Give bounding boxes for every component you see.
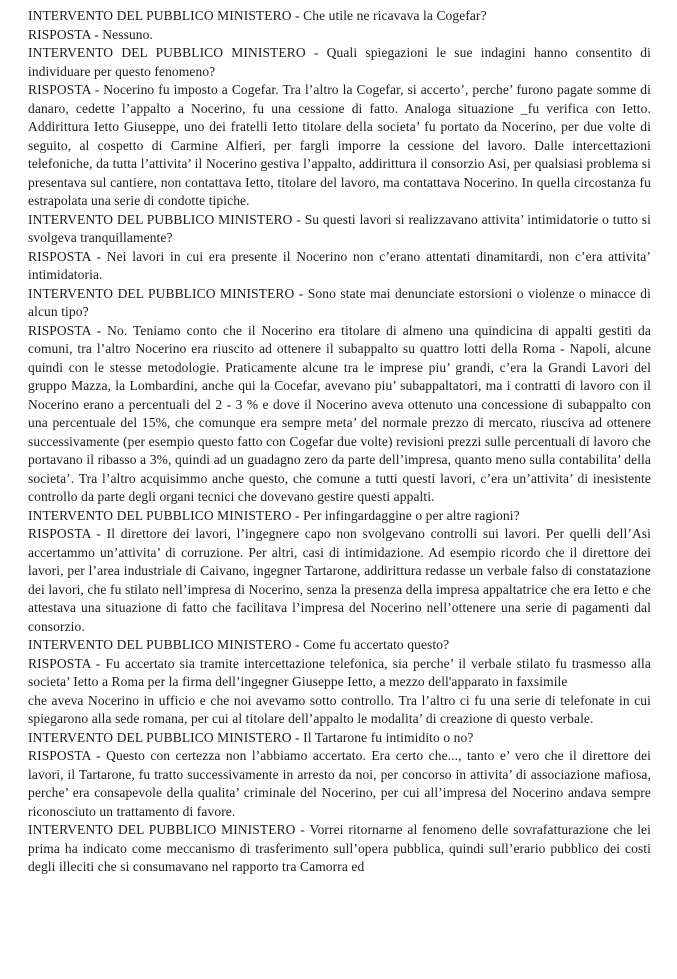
witness-answer: RISPOSTA - Nocerino fu imposto a Cogefar. Tra l’altro la Cogefar, si accerto’, perche’ furono pagate somme di danaro, cedette l’appalto a Nocerino, fu una cessione di fatto. Analoga situazione _fu verifica con Ietto. Addirittura Ietto Giuseppe, uno dei fratelli Ietto titolare della societa’ fu portato da Nocerino, per due volte di seguito, al cospetto di Carmine Alfieri, per fargli imporre la cessione del lavoro. Dalle intercettazioni telefoniche, da tutta l’attivita’ il Nocerino gestiva l’appalto, addirittura il consorzio Asi, per qualsiasi problema si presentava sul cantiere, non contattava Ietto, titolare del lavoro, ma contattava Nocerino. In quella circostanza fu estrapolata una serie di condotte tipiche. [28, 82, 651, 208]
transcript-body [28, 7, 651, 877]
witness-answer: RISPOSTA - No. Teniamo conto che il Nocerino era titolare di almeno una quindicina di appalti gestiti da comuni, tra l’altro Nocerino era riuscito ad ottenere il subappalto su quattro lotti della Roma - Napoli, alcune quindi con le stesse metodologie. Praticamente alcune tra le imprese piu’ grandi, c’era la Grandi Lavori del gruppo Mazza, la Lombardini, anche qui la Cocefar, avevano piu’ subappaltatori, ma i contratti di lavoro con il Nocerino erano a percentuali del 2 - 3 % e dove il Nocerino aveva ottenuto una concessione di subappalto con una percentuale del 15%, che comunque era sempre meta’ del normale prezzo di mercato, riusciva ad ottenere successivamente (per esempio questo fatto con Cogefar due volte) revisioni prezzi sulle percentuali di lavoro che portavano il ribasso a 3%, quindi ad un guadagno zero da parte dell’impresa, quanto meno sulla contabilita’ della societa’. Tra l’altro acquisimmo anche questo, che comune a tutti questi lavori, c’era un’attivita’ di inesistente controllo da parte degli organi tecnici che dovevano gestire questi appalti. [28, 322, 651, 504]
witness-answer-continuation: che aveva Nocerino in ufficio e che noi avevamo sotto controllo. Tra l’altro ci fu una serie di telefonate in cui spiegarono alla sede romana, per cui al titolare dell’appalto le modalita’ di creazione di questo verbale. [28, 692, 651, 726]
prosecutor-question: INTERVENTO DEL PUBBLICO MINISTERO - Il Tartarone fu intimidito o no? [28, 729, 474, 745]
prosecutor-question: INTERVENTO DEL PUBBLICO MINISTERO - Su questi lavori si realizzavano attivita’ intimidatorie o tutto si svolgeva tranquillamente? [28, 211, 651, 245]
witness-answer: RISPOSTA - Fu accertato sia tramite intercettazione telefonica, sia perche’ il verbale stilato fu trasmesso alla societa’ Ietto a Roma per la firma dell’ingegner Giuseppe Ietto, a mezzo dell'apparato in faxsimile [28, 655, 651, 689]
witness-answer: RISPOSTA - Questo con certezza non l’abbiamo accertato. Era certo che..., tanto e’ vero che il direttore dei lavori, il Tartarone, fu tratto successivamente in arresto da noi, per concorso in attivita’ di associazione mafiosa, perche’ era consapevole della qualita’ criminale del Nocerino, per cui all’impresa del Nocerino andava sempre riconosciuto un trattamento di favore. [28, 748, 651, 819]
prosecutor-question: INTERVENTO DEL PUBBLICO MINISTERO - Vorrei ritornarne al fenomeno delle sovrafatturazione che lei prima ha indicato come meccanismo di trasferimento sull’opera pubblica, quindi sull’erario pubblico dei costi degli illeciti che si consumavano nel rapporto tra Camorra ed [28, 822, 651, 874]
prosecutor-question: INTERVENTO DEL PUBBLICO MINISTERO - Quali spiegazioni le sue indagini hanno consentito di individuare per questo fenomeno? [28, 45, 651, 79]
prosecutor-question: INTERVENTO DEL PUBBLICO MINISTERO - Per infingardaggine o per altre ragioni? [28, 507, 520, 523]
prosecutor-question: INTERVENTO DEL PUBBLICO MINISTERO - Che utile ne ricavava la Cogefar? [28, 8, 487, 23]
witness-answer: RISPOSTA - Nei lavori in cui era presente il Nocerino non c’erano attentati dinamitardi, non c’era attivita’ intimidatoria. [28, 248, 651, 282]
witness-answer: RISPOSTA - Nessuno. [28, 26, 153, 42]
witness-answer: RISPOSTA - Il direttore dei lavori, l’ingegnere capo non svolgevano controlli sui lavori. Per quelli dell’Asi accertammo un’attivita’ di corruzione. Per altri, casi di intimidazione. Ad esempio ricordo che il direttore dei lavori, per l’area industriale di Caivano, ingegner Tartarone, addirittura redasse un verbale falso di constatazione dei lavori, che fu stilato nell’impresa di Nocerino, senza la presenza della impresa appaltatrice che era Ietto e che attestava una situazione di fatto che facilitava l’impresa del Nocerino nell’ottenere una serie di pagamenti dal consorzio. [28, 526, 651, 634]
prosecutor-question: INTERVENTO DEL PUBBLICO MINISTERO - Sono state mai denunciate estorsioni o violenze o minacce di alcun tipo? [28, 285, 651, 319]
prosecutor-question: INTERVENTO DEL PUBBLICO MINISTERO - Come fu accertato questo? [28, 637, 450, 652]
